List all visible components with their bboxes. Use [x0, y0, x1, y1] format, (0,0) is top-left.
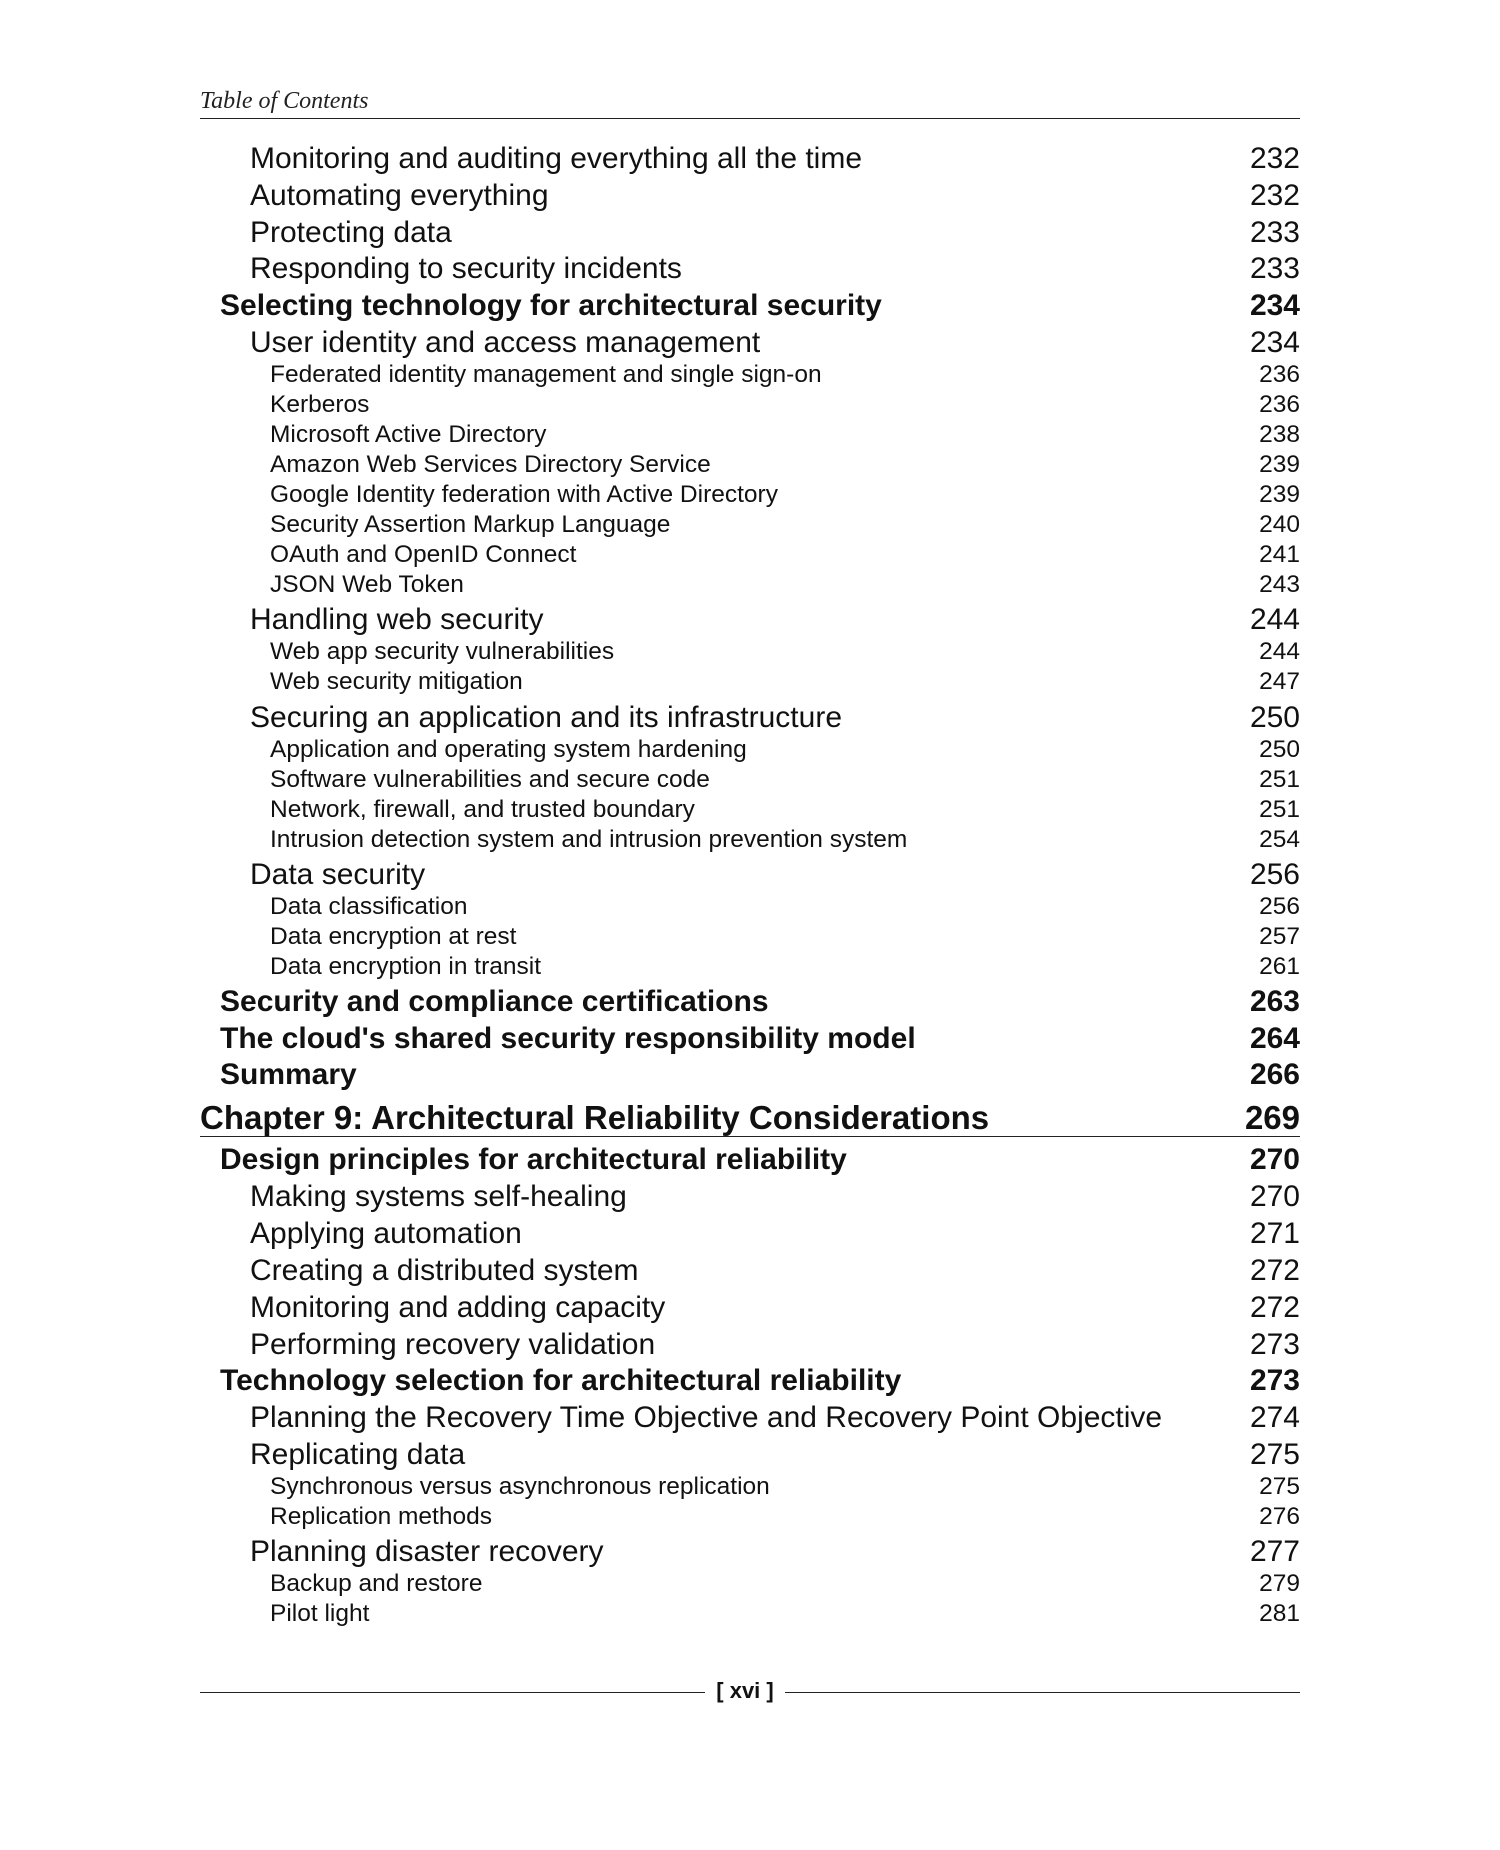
toc-entry[interactable]: [200, 1438, 1300, 1472]
toc-entry[interactable]: [200, 766, 1300, 794]
toc-entry-title: Planning the Recovery Time Objective and Recovery Point Objective: [250, 1401, 1163, 1435]
toc-entry-page: 244: [1259, 638, 1300, 666]
toc-entry[interactable]: [200, 923, 1300, 951]
toc-entry-page: 234: [1249, 289, 1300, 323]
toc-entry-page: 275: [1259, 1473, 1300, 1501]
toc-entry-title: Monitoring and adding capacity: [250, 1291, 666, 1325]
toc-entry-title: Creating a distributed system: [250, 1254, 639, 1288]
toc-entry-page: 254: [1259, 826, 1300, 854]
toc-entry-title: Data encryption in transit: [270, 953, 541, 981]
toc-entry[interactable]: [200, 1570, 1300, 1598]
toc-entry-page: 273: [1249, 1328, 1300, 1362]
toc-entry-title: Protecting data: [250, 216, 452, 250]
toc-entry-title: Network, firewall, and trusted boundary: [270, 796, 695, 824]
toc-entry-title: Synchronous versus asynchronous replication: [270, 1473, 770, 1501]
toc-entry-title: Kerberos: [270, 391, 370, 419]
toc-entry-title: Web security mitigation: [270, 668, 523, 696]
toc-entry-title: Automating everything: [250, 179, 549, 213]
toc-entry-title: Replicating data: [250, 1438, 466, 1472]
running-header: Table of Contents: [200, 88, 369, 114]
toc-entry-title: Selecting technology for architectural security: [220, 289, 882, 323]
toc-entry-title: Backup and restore: [270, 1570, 483, 1598]
toc-entry-title: Responding to security incidents: [250, 252, 682, 286]
toc-entry-title: Google Identity federation with Active Directory: [270, 481, 778, 509]
toc-entry-page: 281: [1259, 1600, 1300, 1628]
toc-entry-page: 276: [1259, 1503, 1300, 1531]
toc-entry-page: 239: [1259, 481, 1300, 509]
toc-entry[interactable]: [200, 1099, 1300, 1137]
toc-entry-page: 256: [1249, 858, 1300, 892]
toc-entry[interactable]: [200, 1217, 1300, 1251]
toc-entry[interactable]: [200, 1180, 1300, 1214]
toc-entry-title: Amazon Web Services Directory Service: [270, 451, 711, 479]
toc-entry-title: JSON Web Token: [270, 571, 464, 599]
toc-entry[interactable]: [200, 142, 1300, 176]
toc-entry[interactable]: [200, 1503, 1300, 1531]
toc-entry-page: 261: [1259, 953, 1300, 981]
toc-entry[interactable]: [200, 391, 1300, 419]
toc-entry[interactable]: [200, 953, 1300, 981]
toc-entry-page: 250: [1249, 701, 1300, 735]
toc-entry[interactable]: [200, 1291, 1300, 1325]
toc-entry[interactable]: [200, 893, 1300, 921]
toc-entry[interactable]: [200, 1143, 1300, 1177]
toc-entry-page: 277: [1249, 1535, 1300, 1569]
toc-entry[interactable]: [200, 179, 1300, 213]
toc-entry[interactable]: [200, 571, 1300, 599]
toc-entry-page: 264: [1249, 1022, 1300, 1056]
toc-entry[interactable]: [200, 603, 1300, 637]
toc-entry-page: 236: [1259, 361, 1300, 389]
footer-rule-right: [785, 1692, 1300, 1693]
footer-page-number: [ xvi ]: [716, 1678, 774, 1703]
toc-entry[interactable]: [200, 511, 1300, 539]
toc-entry[interactable]: [200, 1328, 1300, 1362]
toc-entry[interactable]: [200, 826, 1300, 854]
toc-entry[interactable]: [200, 668, 1300, 696]
chapter-rule: [200, 1136, 1300, 1137]
toc-entry-title: Application and operating system hardening: [270, 736, 747, 764]
toc-entry-page: 232: [1249, 179, 1300, 213]
header-rule: [200, 118, 1300, 119]
toc-entry-page: 271: [1249, 1217, 1300, 1251]
toc-entry-page: 256: [1259, 893, 1300, 921]
toc-entry[interactable]: [200, 361, 1300, 389]
toc-entry-page: 263: [1249, 985, 1300, 1019]
toc-entry-title: Pilot light: [270, 1600, 370, 1628]
toc-entry[interactable]: [200, 701, 1300, 735]
toc-entry-page: 234: [1249, 326, 1300, 360]
toc-entry[interactable]: [200, 1058, 1300, 1092]
toc-entry[interactable]: [200, 541, 1300, 569]
toc-entry-page: 247: [1259, 668, 1300, 696]
toc-entry[interactable]: [200, 1600, 1300, 1628]
toc-entry-page: 269: [1244, 1098, 1300, 1136]
toc-entry[interactable]: [200, 289, 1300, 323]
toc-entry-title: User identity and access management: [250, 326, 761, 360]
toc-entry-page: 240: [1259, 511, 1300, 539]
toc-entry[interactable]: [200, 326, 1300, 360]
toc-entry[interactable]: [200, 481, 1300, 509]
footer-rule-left: [200, 1692, 705, 1693]
toc-entry-title: Technology selection for architectural reliability: [220, 1364, 902, 1398]
toc-entry-title: Handling web security: [250, 603, 544, 637]
toc-entry-title: Planning disaster recovery: [250, 1535, 604, 1569]
toc-entry[interactable]: [200, 1401, 1300, 1435]
toc-entry-page: 236: [1259, 391, 1300, 419]
toc-entry-title: Performing recovery validation: [250, 1328, 656, 1362]
toc-entry[interactable]: [200, 1364, 1300, 1398]
toc-entry[interactable]: [200, 858, 1300, 892]
toc-entry-title: Replication methods: [270, 1503, 492, 1531]
toc-entry-page: 250: [1259, 736, 1300, 764]
toc-entry[interactable]: [200, 1022, 1300, 1056]
toc-entry-title: Intrusion detection system and intrusion prevention system: [270, 826, 908, 854]
toc-entry-page: 232: [1249, 142, 1300, 176]
toc-entry-title: The cloud's shared security responsibility model: [220, 1022, 916, 1056]
toc-entry-title: Microsoft Active Directory: [270, 421, 547, 449]
toc-entry-page: 275: [1249, 1438, 1300, 1472]
toc-entry[interactable]: [200, 1254, 1300, 1288]
toc-entry-title: Making systems self-healing: [250, 1180, 627, 1214]
toc-entry-page: 251: [1259, 766, 1300, 794]
toc-entry-page: 243: [1259, 571, 1300, 599]
toc-entry[interactable]: [200, 451, 1300, 479]
toc-entry-page: 279: [1259, 1570, 1300, 1598]
toc-entry[interactable]: [200, 638, 1300, 666]
toc-entry-page: 270: [1249, 1143, 1300, 1177]
toc-entry-title: Software vulnerabilities and secure code: [270, 766, 710, 794]
toc-entry-page: 251: [1259, 796, 1300, 824]
toc-entry-title: Securing an application and its infrastructure: [250, 701, 843, 735]
toc-entry-title: Data encryption at rest: [270, 923, 517, 951]
toc-entry[interactable]: [200, 421, 1300, 449]
toc-entry-title: Data classification: [270, 893, 468, 921]
toc-entry-page: 270: [1249, 1180, 1300, 1214]
toc-entry[interactable]: [200, 1535, 1300, 1569]
toc-entry-page: 241: [1259, 541, 1300, 569]
toc-entry-title: Design principles for architectural reliability: [220, 1143, 847, 1177]
toc-entry-page: 272: [1249, 1254, 1300, 1288]
toc-entry-page: 233: [1249, 216, 1300, 250]
toc-entry-page: 272: [1249, 1291, 1300, 1325]
toc-entry-title: Chapter 9: Architectural Reliability Considerations: [200, 1098, 990, 1136]
toc-entry-page: 274: [1249, 1401, 1300, 1435]
toc-entry-page: 266: [1249, 1058, 1300, 1092]
toc-entry-page: 233: [1249, 252, 1300, 286]
toc-entry-title: Data security: [250, 858, 426, 892]
toc-entry[interactable]: [200, 252, 1300, 286]
toc-entry-title: Security Assertion Markup Language: [270, 511, 671, 539]
toc-entry[interactable]: [200, 985, 1300, 1019]
toc-entry-title: Summary: [220, 1058, 357, 1092]
toc-entry[interactable]: [200, 1473, 1300, 1501]
toc-entry-page: 273: [1249, 1364, 1300, 1398]
toc-entry-title: Applying automation: [250, 1217, 522, 1251]
toc-entry-page: 257: [1259, 923, 1300, 951]
toc-entry[interactable]: [200, 736, 1300, 764]
toc-entry-title: Web app security vulnerabilities: [270, 638, 615, 666]
toc-entry[interactable]: [200, 216, 1300, 250]
toc-entry-page: 238: [1259, 421, 1300, 449]
toc-entry-title: Federated identity management and single sign-on: [270, 361, 822, 389]
toc-entry-title: OAuth and OpenID Connect: [270, 541, 577, 569]
toc-entry-title: Security and compliance certifications: [220, 985, 769, 1019]
toc-entry-page: 244: [1249, 603, 1300, 637]
toc-entry-title: Monitoring and auditing everything all the time: [250, 142, 863, 176]
toc-entry-page: 239: [1259, 451, 1300, 479]
toc-entry[interactable]: [200, 796, 1300, 824]
